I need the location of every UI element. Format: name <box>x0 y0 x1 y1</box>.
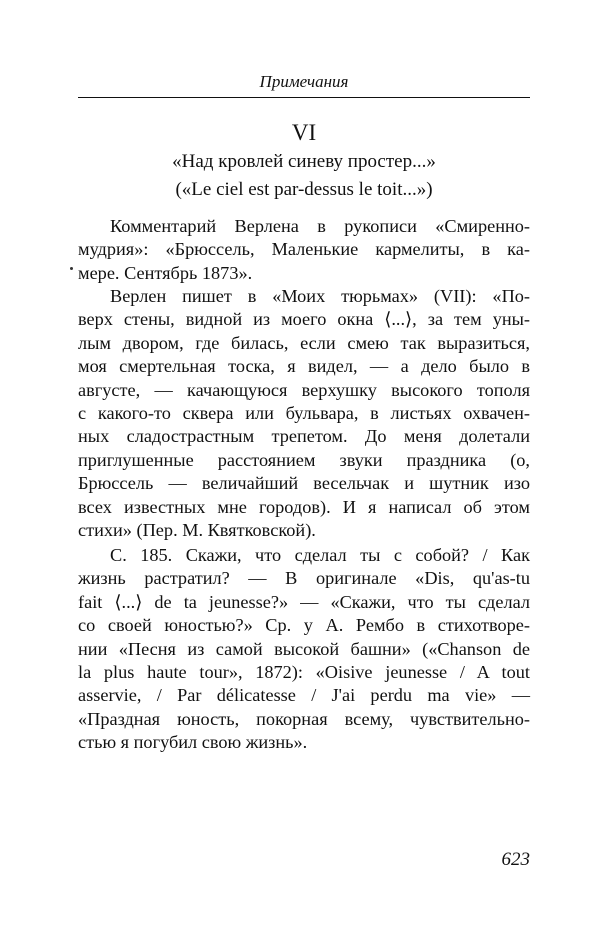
text-line: мудрия»: «Брюссель, Маленькие кармелиты, в ка- <box>78 239 530 260</box>
text-line: лым двором, где билась, если смею так выразиться, <box>78 332 530 353</box>
text-line: мере. Сентябрь 1873». <box>78 262 253 283</box>
text-line: asservie, / Par délicatesse / J'ai perdu ma vie» — <box>78 685 530 706</box>
text-line: ных сладострастным трепетом. До меня долетали <box>78 426 530 447</box>
header-rule <box>78 97 530 98</box>
text-line: со своей юностью?» Ср. у А. Рембо в стихотворе- <box>78 615 530 636</box>
text-line: fait ⟨...⟩ de ta jeunesse?» — «Скажи, что ты сделал <box>78 591 530 612</box>
text-line: Брюссель — величайший весельчак и шутник изо <box>78 473 530 494</box>
text-line: всех известных мне городов). И я написал об этом <box>78 496 530 517</box>
paragraph-commentary <box>78 215 530 285</box>
text-line: Комментарий Верлена в рукописи «Смиренно- <box>110 216 530 236</box>
section-number: VI <box>291 120 317 145</box>
paragraph-prisons-quote <box>78 285 530 542</box>
text-line: жизнь растратил? — В оригинале «Dis, qu'as-tu <box>78 568 530 589</box>
text-line: приглушенные расстоянием звуки праздника (о, <box>78 449 530 470</box>
text-line: «Праздная юность, покорная всему, чувствительно- <box>78 708 530 729</box>
paragraph-note-p185 <box>78 544 530 755</box>
margin-mark <box>70 267 73 270</box>
text-line: стью я погубил свою жизнь». <box>78 732 308 753</box>
running-head: Примечания <box>259 72 349 91</box>
text-line: августе, — качающуюся верхушку высокого тополя <box>78 379 530 400</box>
poem-title-russian: «Над кровлей синеву простер...» <box>172 151 436 172</box>
text-line: моя смертельная тоска, я видел, — а дело было в <box>78 356 530 377</box>
text-line: верх стены, видной из моего окна ⟨...⟩, за тем уны- <box>78 309 530 330</box>
text-line: нии «Песня из самой высокой башни» («Chanson de <box>78 638 530 659</box>
text-line: la plus haute tour», 1872): «Oisive jeunesse / A tout <box>78 661 530 682</box>
text-line: Верлен пишет в «Моих тюрьмах» (VII): «По- <box>110 286 530 306</box>
poem-title-french: («Le ciel est par-dessus le toit...») <box>175 179 433 200</box>
text-line: стихи» (Пер. М. Квятковской). <box>78 519 316 540</box>
text-line: С. 185. Скажи, что сделал ты с собой? / Как <box>110 545 530 565</box>
page-number: 623 <box>501 849 530 870</box>
text-line: с какого-то сквера или бульвара, в листьях охвачен- <box>78 402 530 423</box>
